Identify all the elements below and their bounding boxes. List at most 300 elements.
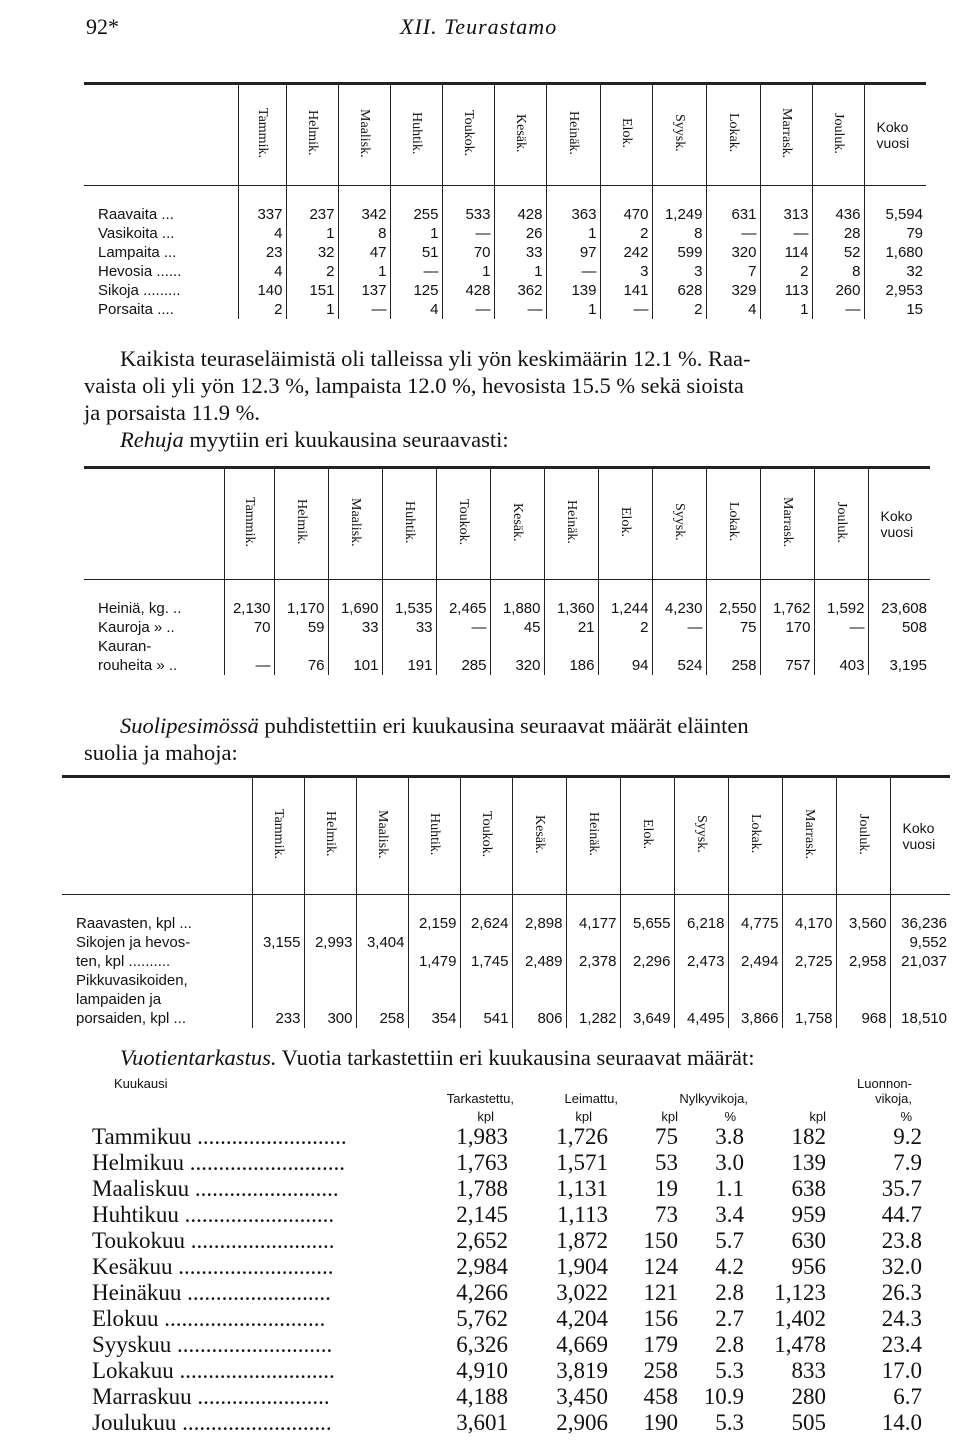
row-label: Porsaita .... — [98, 301, 174, 318]
hides-intro-rest: Vuotia tarkastettiin eri kuukausina seuraavat määrät: — [276, 1045, 755, 1070]
table-cell: 320 — [490, 656, 544, 675]
table-cell: 45 — [490, 618, 544, 637]
intestines-italic: Suolipesimössä — [120, 713, 259, 738]
hides-thin-kpl: 150 — [643, 1228, 678, 1253]
hides-row — [84, 1176, 926, 1202]
hides-nat-kpl: 956 — [791, 1254, 826, 1279]
month-header — [566, 777, 620, 895]
table-cell: 32 — [864, 262, 926, 281]
year-total-header-line2: vuosi — [880, 524, 914, 540]
table-cell: 2,465 — [436, 599, 490, 618]
table-cell — [252, 990, 304, 1009]
table-cell: 70 — [224, 618, 274, 637]
table-cell: 524 — [652, 656, 706, 675]
table-cell: 47 — [338, 243, 390, 262]
table-cell: 233 — [252, 1009, 304, 1028]
hides-inspected: 6,326 — [456, 1332, 508, 1357]
hides-month: Huhtikuu .......................... — [92, 1202, 335, 1227]
table-cell — [674, 990, 728, 1009]
table-row — [84, 656, 930, 675]
table-cell: 7 — [706, 262, 760, 281]
month-header-label: Tammik. — [255, 108, 270, 158]
month-header-label: Marrask. — [802, 808, 817, 860]
table-cell: 363 — [546, 205, 600, 224]
hides-header-natural-1: Luonnon- — [857, 1076, 912, 1091]
intestines-line-1 — [84, 712, 926, 739]
table-cell: 1 — [286, 300, 338, 319]
table-cell: 1 — [494, 262, 546, 281]
table-cell: 508 — [868, 618, 930, 637]
hides-stamped: 4,669 — [556, 1332, 608, 1357]
table-cell: 242 — [600, 243, 652, 262]
month-header — [238, 84, 286, 186]
hides-header-stamped: Leimattu, — [564, 1091, 618, 1106]
month-header — [286, 84, 338, 186]
table-cell: 2,159 — [408, 914, 460, 933]
hides-nat-kpl: 139 — [791, 1150, 826, 1175]
table-cell — [566, 971, 620, 990]
table-cell — [620, 990, 674, 1009]
row-label: Kauroja » .. — [98, 619, 175, 636]
table-cell: 1,244 — [598, 599, 652, 618]
table-cell — [460, 971, 512, 990]
hides-inspected: 4,266 — [456, 1280, 508, 1305]
table-cell: 23,608 — [868, 599, 930, 618]
hides-nat-kpl: 630 — [791, 1228, 826, 1253]
year-total-header-line2: vuosi — [876, 135, 910, 151]
hides-thin-pct: 10.9 — [703, 1384, 744, 1409]
intestines-rest: puhdistettiin eri kuukausina seuraavat määrät eläinten — [258, 713, 749, 738]
hides-nat-pct: 44.7 — [881, 1202, 922, 1227]
table-cell: 300 — [304, 1009, 356, 1028]
table-cell: 94 — [598, 656, 652, 675]
hides-thin-pct: 5.3 — [715, 1410, 744, 1435]
month-header-label: Syysk. — [672, 503, 687, 541]
hides-row — [84, 1280, 926, 1306]
table-cell — [274, 637, 328, 656]
table-cell: 4 — [238, 262, 286, 281]
hides-nat-pct: 23.8 — [881, 1228, 922, 1253]
month-header — [382, 468, 436, 580]
table-row — [84, 243, 926, 262]
table-cell — [512, 971, 566, 990]
month-header — [512, 777, 566, 895]
table-cell: 5,594 — [864, 205, 926, 224]
month-header — [546, 84, 600, 186]
table-cell — [782, 990, 836, 1009]
table-cell: 4 — [706, 300, 760, 319]
hides-month: Syyskuu ........................... — [92, 1332, 333, 1357]
month-header-label: Jouluk. — [831, 112, 846, 154]
table-cell: — — [224, 656, 274, 675]
month-header-label: Huhtik. — [409, 111, 424, 155]
month-header-label: Syysk. — [672, 114, 687, 152]
hides-row — [84, 1124, 926, 1150]
month-header — [600, 84, 652, 186]
hides-stamped: 3,450 — [556, 1384, 608, 1409]
table-row — [84, 205, 926, 224]
table-cell: 3,560 — [836, 914, 890, 933]
table-row — [62, 971, 950, 990]
month-header-label: Toukok. — [479, 810, 494, 858]
table-cell — [304, 990, 356, 1009]
month-header-label: Toukok. — [461, 109, 476, 157]
row-label: lampaiden ja — [76, 991, 162, 1008]
page-number: 92* — [86, 14, 119, 39]
hides-nat-kpl: 638 — [791, 1176, 826, 1201]
hides-nat-kpl: 505 — [791, 1410, 826, 1435]
table-cell: 1 — [338, 262, 390, 281]
row-label: porsaiden, kpl ... — [76, 1010, 187, 1027]
table-cell: 354 — [408, 1009, 460, 1028]
fodder-intro-rest: myytiin eri kuukausina seuraavasti: — [183, 427, 509, 452]
hides-row — [84, 1202, 926, 1228]
table-cell: 75 — [706, 618, 760, 637]
month-header-label: Elok. — [618, 507, 633, 537]
row-label: ten, kpl .......... — [76, 953, 171, 970]
hides-stamped: 1,131 — [556, 1176, 608, 1201]
month-header-label: Maalisk. — [348, 497, 363, 547]
hides-nat-kpl: 1,478 — [774, 1332, 826, 1357]
row-label: Raavasten, kpl ... — [76, 915, 192, 932]
table-cell: 33 — [328, 618, 382, 637]
row-label: Heiniä, kg. .. — [98, 600, 182, 617]
table-cell: 2 — [652, 300, 706, 319]
table-cell: 2,296 — [620, 952, 674, 971]
table-cell: 2 — [760, 262, 812, 281]
table-cell — [356, 990, 408, 1009]
hides-month: Kesäkuu ........................... — [92, 1254, 334, 1279]
month-header — [328, 468, 382, 580]
table-cell: 113 — [760, 281, 812, 300]
hides-thin-pct: 3.4 — [715, 1202, 744, 1227]
table-cell — [868, 637, 930, 656]
month-header-label: Huhtik. — [427, 812, 442, 856]
table-cell — [408, 933, 460, 952]
hides-month: Heinäkuu ......................... — [92, 1280, 331, 1305]
month-header-label: Jouluk. — [856, 813, 871, 855]
hides-nat-kpl: 1,402 — [774, 1306, 826, 1331]
table-cell: 2,725 — [782, 952, 836, 971]
table-cell: 3,649 — [620, 1009, 674, 1028]
hides-month: Joulukuu .......................... — [92, 1410, 332, 1435]
table-cell: 79 — [864, 224, 926, 243]
table-cell: — — [442, 300, 494, 319]
table-cell: 18,510 — [890, 1009, 950, 1028]
table-cell: 137 — [338, 281, 390, 300]
hides-stamped: 1,904 — [556, 1254, 608, 1279]
table-cell: 26 — [494, 224, 546, 243]
hides-thin-pct: 3.0 — [715, 1150, 744, 1175]
month-header — [728, 777, 782, 895]
hides-thin-pct: 5.7 — [715, 1228, 744, 1253]
table-cell: 1,745 — [460, 952, 512, 971]
table-cell — [728, 990, 782, 1009]
hides-nat-pct: 17.0 — [881, 1358, 922, 1383]
table-cell — [304, 971, 356, 990]
hides-thin-kpl: 53 — [655, 1150, 678, 1175]
month-header — [760, 468, 814, 580]
table-cell: 260 — [812, 281, 864, 300]
stabling-line-1: Kaikista teuraseläimistä oli talleissa yli yön keskimäärin 12.1 %. Raa- — [120, 346, 751, 371]
table-cell — [706, 637, 760, 656]
table-cell: 8 — [652, 224, 706, 243]
table-cell — [382, 637, 436, 656]
row-label: Sikojen ja hevos- — [76, 934, 191, 951]
table-cell: 59 — [274, 618, 328, 637]
table-cell — [620, 971, 674, 990]
month-header-label: Kesäk. — [513, 113, 528, 153]
table-cell: 15 — [864, 300, 926, 319]
table-cell: — — [442, 224, 494, 243]
table-cell: 36,236 — [890, 914, 950, 933]
hides-thin-pct: 5.3 — [715, 1358, 744, 1383]
month-header-label: Helmik. — [323, 811, 338, 857]
table-cell — [598, 637, 652, 656]
table-cell — [252, 914, 304, 933]
table-cell: 1,360 — [544, 599, 598, 618]
hides-month: Lokakuu ........................... — [92, 1358, 335, 1383]
hides-thin-kpl: 124 — [643, 1254, 678, 1279]
table-cell: 4,177 — [566, 914, 620, 933]
month-header — [652, 84, 706, 186]
fodder-intro-italic: Rehuja — [120, 427, 184, 452]
table-cell: 285 — [436, 656, 490, 675]
hides-month: Helmikuu ........................... — [92, 1150, 345, 1175]
stabling-line-2: vaista oli yli yön 12.3 %, lampaista 12.0 %, hevosista 15.5 % sekä sioista — [84, 373, 744, 398]
fodder-intro — [84, 426, 926, 453]
hides-thin-pct: 2.8 — [715, 1332, 744, 1357]
table-cell — [544, 637, 598, 656]
hides-nat-kpl: 280 — [791, 1384, 826, 1409]
row-label: Raavaita ... — [98, 206, 174, 223]
table-cell — [836, 990, 890, 1009]
table-cell — [408, 990, 460, 1009]
table-cell: 1,479 — [408, 952, 460, 971]
table-cell: — — [390, 262, 442, 281]
hides-inspected: 1,983 — [456, 1124, 508, 1149]
table-row — [84, 262, 926, 281]
month-header — [598, 468, 652, 580]
table-cell: 436 — [812, 205, 864, 224]
fodder-table — [84, 466, 930, 675]
table-cell: 1,282 — [566, 1009, 620, 1028]
hides-month: Toukokuu ......................... — [92, 1228, 335, 1253]
table-cell: 403 — [814, 656, 868, 675]
month-header-label: Marrask. — [779, 107, 794, 159]
hides-row — [84, 1254, 926, 1280]
table-cell — [566, 990, 620, 1009]
table-cell: 3,155 — [252, 933, 304, 952]
table-cell: 4 — [390, 300, 442, 319]
table-cell: 3 — [600, 262, 652, 281]
table-cell: 1 — [286, 224, 338, 243]
table-cell — [224, 637, 274, 656]
table-cell: — — [652, 618, 706, 637]
table-cell — [674, 971, 728, 990]
hides-header-inspected: Tarkastettu, — [446, 1091, 514, 1106]
table-cell: 1 — [760, 300, 812, 319]
table-cell: 470 — [600, 205, 652, 224]
row-label: Hevosia ...... — [98, 263, 182, 280]
hides-nat-pct: 9.2 — [893, 1124, 922, 1149]
table-cell: 2,473 — [674, 952, 728, 971]
hides-stamped: 1,872 — [556, 1228, 608, 1253]
hides-stamped: 3,022 — [556, 1280, 608, 1305]
table-row — [84, 300, 926, 319]
month-header-label: Tammik. — [242, 497, 257, 547]
month-header — [436, 468, 490, 580]
table-cell — [782, 971, 836, 990]
month-header — [356, 777, 408, 895]
hides-header-natural-2: vikoja, — [875, 1091, 912, 1106]
table-row — [62, 990, 950, 1009]
table-cell: 23 — [238, 243, 286, 262]
table-cell: 28 — [812, 224, 864, 243]
table-row — [84, 618, 930, 637]
table-cell — [674, 933, 728, 952]
table-cell: 1 — [390, 224, 442, 243]
table-cell: 2 — [286, 262, 338, 281]
table-cell — [328, 637, 382, 656]
table-row — [84, 281, 926, 300]
hides-intro — [84, 1044, 926, 1071]
hides-row — [84, 1150, 926, 1176]
hides-intro-italic: Vuotientarkastus. — [120, 1045, 277, 1070]
table-cell: 1,170 — [274, 599, 328, 618]
month-header — [652, 468, 706, 580]
table-row — [62, 1009, 950, 1028]
hides-inspected: 4,188 — [456, 1384, 508, 1409]
table-cell — [460, 933, 512, 952]
table-cell: 2 — [600, 224, 652, 243]
table-cell: 428 — [494, 205, 546, 224]
table-cell: 101 — [328, 656, 382, 675]
table-cell: 32 — [286, 243, 338, 262]
month-header-label: Marrask. — [780, 496, 795, 548]
month-header-label: Elok. — [640, 819, 655, 849]
month-header-label: Huhtik. — [402, 500, 417, 544]
table-cell: 258 — [356, 1009, 408, 1028]
table-cell: 329 — [706, 281, 760, 300]
month-header — [460, 777, 512, 895]
month-header-label: Kesäk. — [510, 502, 525, 542]
hides-row — [84, 1306, 926, 1332]
table-cell — [512, 990, 566, 1009]
month-header-label: Heinäk. — [564, 500, 579, 544]
hides-thin-kpl: 258 — [643, 1358, 678, 1383]
table-cell: 757 — [760, 656, 814, 675]
hides-thin-kpl: 179 — [643, 1332, 678, 1357]
table-cell: — — [546, 262, 600, 281]
hides-stamped: 3,819 — [556, 1358, 608, 1383]
table-cell — [890, 971, 950, 990]
hides-thin-kpl: 156 — [643, 1306, 678, 1331]
table-cell — [304, 914, 356, 933]
month-header-label: Lokak. — [726, 502, 741, 542]
table-row — [84, 224, 926, 243]
table-cell: 4,170 — [782, 914, 836, 933]
table-cell: 968 — [836, 1009, 890, 1028]
month-header — [408, 777, 460, 895]
month-header — [274, 468, 328, 580]
month-header — [706, 84, 760, 186]
table-cell — [252, 971, 304, 990]
hides-nat-pct: 35.7 — [881, 1176, 922, 1201]
month-header — [706, 468, 760, 580]
hides-thin-pct: 2.8 — [715, 1280, 744, 1305]
hides-month: Elokuu ............................ — [92, 1306, 326, 1331]
row-label: Sikoja ......... — [98, 282, 181, 299]
table-cell — [252, 952, 304, 971]
month-header — [494, 84, 546, 186]
year-total-header-line1: Koko — [880, 508, 913, 524]
table-row — [84, 637, 930, 656]
table-cell: 255 — [390, 205, 442, 224]
table-cell: 2,378 — [566, 952, 620, 971]
month-header-label: Maalisk. — [357, 108, 372, 158]
table-cell: 806 — [512, 1009, 566, 1028]
hides-thin-kpl: 19 — [655, 1176, 678, 1201]
table-cell: 2,958 — [836, 952, 890, 971]
table-cell: 628 — [652, 281, 706, 300]
table-cell: 1,535 — [382, 599, 436, 618]
table-cell: 76 — [274, 656, 328, 675]
month-header — [836, 777, 890, 895]
hides-row — [84, 1228, 926, 1254]
table-cell: 52 — [812, 243, 864, 262]
hides-inspected: 2,652 — [456, 1228, 508, 1253]
hides-row — [84, 1358, 926, 1384]
row-label: Pikkuvasikoiden, — [76, 972, 188, 989]
table-cell: 1,762 — [760, 599, 814, 618]
hides-thin-kpl: 121 — [643, 1280, 678, 1305]
hides-inspected: 3,601 — [456, 1410, 508, 1435]
month-header-label: Heinäk. — [586, 812, 601, 856]
hides-unit-thin-pct: % — [724, 1109, 736, 1124]
table-cell: 2 — [238, 300, 286, 319]
hides-stamped: 1,726 — [556, 1124, 608, 1149]
hides-stamped: 1,113 — [557, 1202, 608, 1227]
hides-thin-pct: 2.7 — [715, 1306, 744, 1331]
month-header-label: Toukok. — [456, 498, 471, 546]
month-header-label: Jouluk. — [834, 501, 849, 543]
table-cell: 2,993 — [304, 933, 356, 952]
row-label-header — [84, 84, 238, 186]
hides-table — [84, 1076, 926, 1436]
table-cell — [890, 990, 950, 1009]
table-cell — [566, 933, 620, 952]
table-cell: 541 — [460, 1009, 512, 1028]
table-cell: — — [338, 300, 390, 319]
table-cell — [408, 971, 460, 990]
hides-row — [84, 1332, 926, 1358]
year-total-header-line1: Koko — [902, 820, 935, 836]
hides-nat-pct: 26.3 — [881, 1280, 922, 1305]
stabling-paragraph — [84, 345, 926, 453]
table-cell: 1 — [442, 262, 494, 281]
table-row — [62, 952, 950, 971]
table-cell: 6,218 — [674, 914, 728, 933]
table-cell — [728, 933, 782, 952]
month-header-label: Kesäk. — [532, 814, 547, 854]
month-header — [814, 468, 868, 580]
table-cell: 2,494 — [728, 952, 782, 971]
table-cell: 4,775 — [728, 914, 782, 933]
month-header-label: Elok. — [619, 118, 634, 148]
table-cell: 631 — [706, 205, 760, 224]
month-header-label: Helmik. — [294, 499, 309, 545]
